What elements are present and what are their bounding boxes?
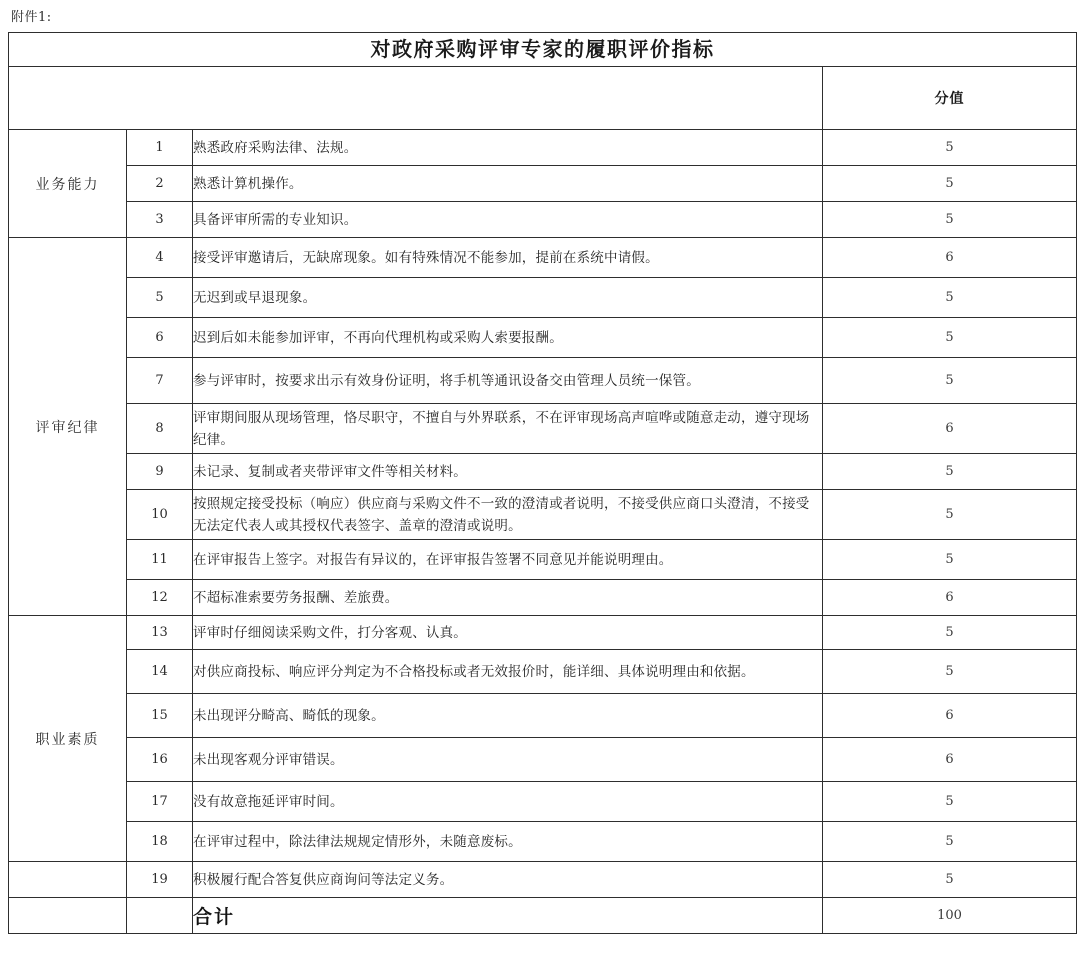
row-number: 6	[127, 318, 193, 358]
attachment-label: 附件1:	[11, 10, 52, 25]
table-row	[9, 166, 1077, 202]
table-row	[9, 650, 1077, 694]
row-score: 5	[823, 490, 1077, 540]
total-label: 合计	[193, 898, 823, 934]
row-number: 16	[127, 738, 193, 782]
row-score: 5	[823, 202, 1077, 238]
row-description: 无迟到或早退现象。	[193, 278, 823, 318]
row-score: 5	[823, 616, 1077, 650]
table-row	[9, 580, 1077, 616]
table-row	[9, 358, 1077, 404]
table-row	[9, 318, 1077, 358]
row-description: 具备评审所需的专业知识。	[193, 202, 823, 238]
row-description: 未出现评分畸高、畸低的现象。	[193, 694, 823, 738]
row-score: 5	[823, 166, 1077, 202]
table-row	[9, 862, 1077, 898]
row-number: 4	[127, 238, 193, 278]
section-category-professionalism: 职业素质	[9, 616, 127, 862]
section-category-discipline: 评审纪律	[9, 238, 127, 616]
row-score: 5	[823, 318, 1077, 358]
row-score: 5	[823, 650, 1077, 694]
section-category-empty	[9, 862, 127, 898]
indicator-table	[8, 32, 1077, 934]
row-number: 1	[127, 130, 193, 166]
row-score: 5	[823, 130, 1077, 166]
header-blank-cell	[9, 67, 823, 130]
table-row	[9, 782, 1077, 822]
table-row	[9, 616, 1077, 650]
row-number: 13	[127, 616, 193, 650]
row-score: 6	[823, 404, 1077, 454]
row-description: 接受评审邀请后，无缺席现象。如有特殊情况不能参加，提前在系统中请假。	[193, 238, 823, 278]
row-description: 熟悉政府采购法律、法规。	[193, 130, 823, 166]
total-number-cell	[127, 898, 193, 934]
table-row	[9, 738, 1077, 782]
row-score: 5	[823, 782, 1077, 822]
table-row	[9, 454, 1077, 490]
row-description: 在评审过程中，除法律法规规定情形外，未随意废标。	[193, 822, 823, 862]
row-score: 5	[823, 862, 1077, 898]
table-row	[9, 822, 1077, 862]
row-number: 3	[127, 202, 193, 238]
row-number: 15	[127, 694, 193, 738]
row-number: 5	[127, 278, 193, 318]
row-score: 6	[823, 738, 1077, 782]
row-description: 参与评审时，按要求出示有效身份证明，将手机等通讯设备交由管理人员统一保管。	[193, 358, 823, 404]
row-number: 17	[127, 782, 193, 822]
row-score: 6	[823, 694, 1077, 738]
row-description: 在评审报告上签字。对报告有异议的，在评审报告签署不同意见并能说明理由。	[193, 540, 823, 580]
row-description: 评审时仔细阅读采购文件，打分客观、认真。	[193, 616, 823, 650]
table-row	[9, 202, 1077, 238]
row-description: 不超标准索要劳务报酬、差旅费。	[193, 580, 823, 616]
row-score: 5	[823, 358, 1077, 404]
total-score: 100	[823, 898, 1077, 934]
header-score-cell: 分值	[823, 67, 1077, 130]
title-row	[9, 33, 1077, 67]
row-number: 7	[127, 358, 193, 404]
header-row	[9, 67, 1077, 130]
row-score: 5	[823, 822, 1077, 862]
section-category-business: 业务能力	[9, 130, 127, 238]
row-number: 11	[127, 540, 193, 580]
row-description: 对供应商投标、响应评分判定为不合格投标或者无效报价时，能详细、具体说明理由和依据。	[193, 650, 823, 694]
table-row	[9, 238, 1077, 278]
row-number: 19	[127, 862, 193, 898]
table-row	[9, 540, 1077, 580]
row-number: 18	[127, 822, 193, 862]
row-score: 5	[823, 540, 1077, 580]
row-score: 6	[823, 238, 1077, 278]
row-number: 10	[127, 490, 193, 540]
row-score: 5	[823, 278, 1077, 318]
page-title: 对政府采购评审专家的履职评价指标	[9, 33, 1077, 67]
row-description: 按照规定接受投标（响应）供应商与采购文件不一致的澄清或者说明，不接受供应商口头澄清，不接受无法定代表人或其授权代表签字、盖章的澄清或说明。	[193, 490, 823, 540]
table-body	[9, 33, 1077, 934]
table-row	[9, 130, 1077, 166]
table-row	[9, 694, 1077, 738]
row-score: 5	[823, 454, 1077, 490]
table-row	[9, 490, 1077, 540]
row-description: 熟悉计算机操作。	[193, 166, 823, 202]
total-row	[9, 898, 1077, 934]
row-number: 14	[127, 650, 193, 694]
total-category-cell	[9, 898, 127, 934]
row-description: 积极履行配合答复供应商询问等法定义务。	[193, 862, 823, 898]
row-score: 6	[823, 580, 1077, 616]
row-number: 2	[127, 166, 193, 202]
row-description: 未记录、复制或者夹带评审文件等相关材料。	[193, 454, 823, 490]
table-row	[9, 404, 1077, 454]
row-description: 没有故意拖延评审时间。	[193, 782, 823, 822]
row-description: 未出现客观分评审错误。	[193, 738, 823, 782]
row-number: 8	[127, 404, 193, 454]
indicator-table-container	[8, 32, 1076, 934]
row-description: 迟到后如未能参加评审，不再向代理机构或采购人索要报酬。	[193, 318, 823, 358]
row-number: 12	[127, 580, 193, 616]
row-number: 9	[127, 454, 193, 490]
row-description: 评审期间服从现场管理，恪尽职守，不擅自与外界联系，不在评审现场高声喧哗或随意走动，遵守现场纪律。	[193, 404, 823, 454]
table-row	[9, 278, 1077, 318]
